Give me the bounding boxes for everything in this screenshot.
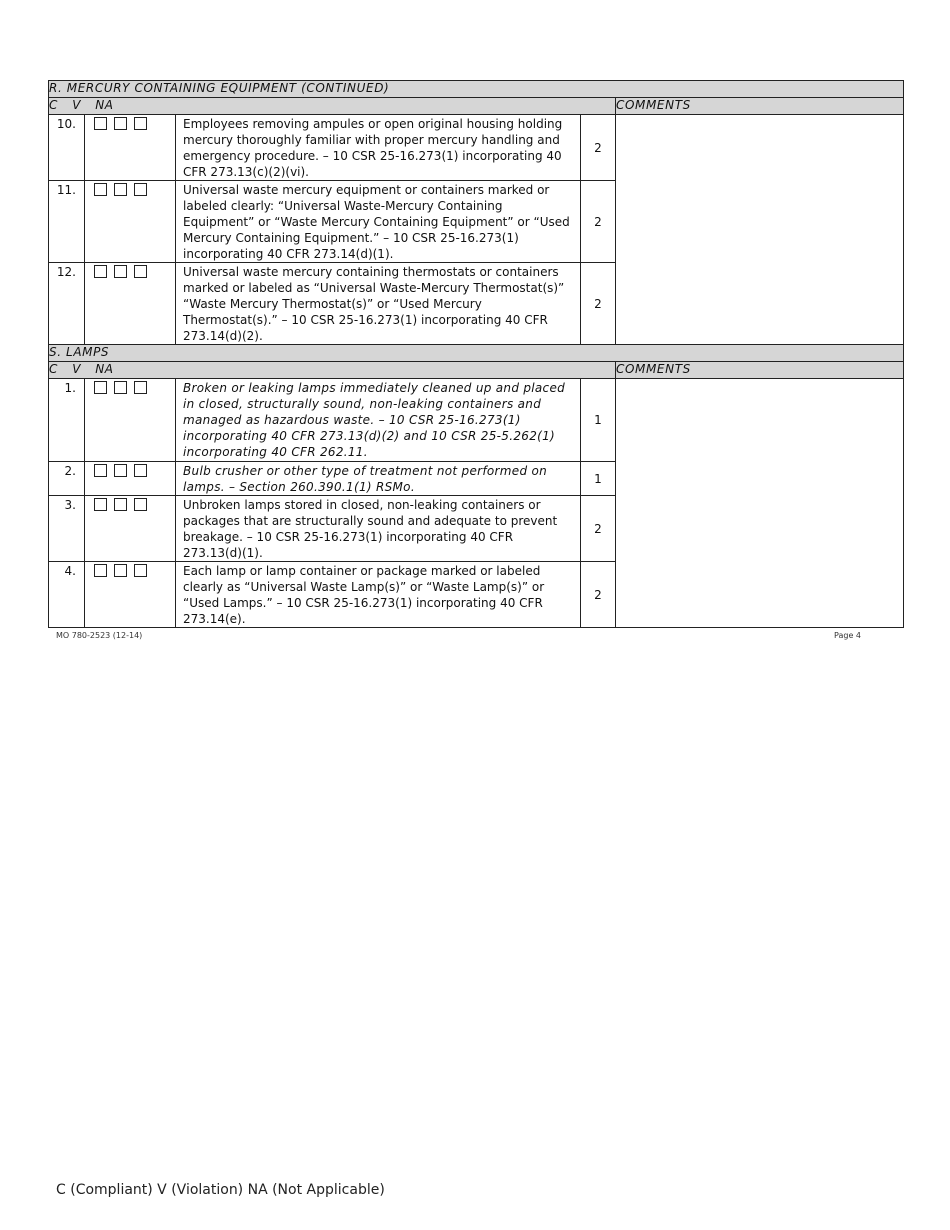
item-description: Universal waste mercury containing thermostats or containers marked or labeled as “Universal Waste-Mercury Thermostat(s)” “Waste Mercury Thermostat(s)” or “Used Mercury Thermostat(s).” – 10 CSR 25-16.273(1) incorporating 40 CFR 273.14(d)(2). [176,263,581,345]
item-points: 2 [581,115,616,181]
cvna-checkboxes [85,379,176,462]
violation-checkbox[interactable] [114,117,127,130]
comments-column-label: COMMENTS [616,362,904,379]
table-row [49,115,904,181]
compliant-checkbox[interactable] [94,498,107,511]
comments-column-label: COMMENTS [616,98,904,115]
section-r-title: R. MERCURY CONTAINING EQUIPMENT (CONTINUED) [49,81,904,98]
item-points: 2 [581,562,616,628]
section-s-header [49,345,904,362]
item-description: Each lamp or lamp container or package marked or labeled clearly as “Universal Waste Lamp(s)” or “Waste Lamp(s)” or “Used Lamps.” – 10 CSR 25-16.273(1) incorporating 40 CFR 273.14(e). [176,562,581,628]
item-description: Universal waste mercury equipment or containers marked or labeled clearly: “Universal Waste-Mercury Containing Equipment” or “Waste Mercury Containing Equipment” or “Used Mercury Containing Equipment.” – 10 CSR 25-16.273(1) incorporating 40 CFR 273.14(d)(1). [176,181,581,263]
item-description: Unbroken lamps stored in closed, non-leaking containers or packages that are structurally sound and adequate to prevent breakage. – 10 CSR 25-16.273(1) incorporating 40 CFR 273.13(d)(1). [176,496,581,562]
not-applicable-checkbox[interactable] [134,381,147,394]
table-row [49,379,904,462]
section-s-title: S. LAMPS [49,345,904,362]
cvna-checkboxes [85,181,176,263]
item-points: 1 [581,462,616,496]
item-number: 12. [49,263,85,345]
compliant-checkbox[interactable] [94,117,107,130]
not-applicable-checkbox[interactable] [134,117,147,130]
inspection-checklist-table [48,80,904,628]
not-applicable-checkbox[interactable] [134,498,147,511]
violation-checkbox[interactable] [114,498,127,511]
cvna-column-label: C V NA [49,362,616,379]
item-points: 2 [581,496,616,562]
cvna-checkboxes [85,496,176,562]
violation-checkbox[interactable] [114,183,127,196]
cvna-checkboxes [85,562,176,628]
not-applicable-checkbox[interactable] [134,464,147,477]
not-applicable-checkbox[interactable] [134,183,147,196]
compliant-checkbox[interactable] [94,381,107,394]
item-points: 2 [581,181,616,263]
compliant-checkbox[interactable] [94,564,107,577]
item-number: 10. [49,115,85,181]
violation-checkbox[interactable] [114,564,127,577]
violation-checkbox[interactable] [114,265,127,278]
comments-field[interactable] [616,115,904,345]
item-points: 2 [581,263,616,345]
cvna-legend: C (Compliant) V (Violation) NA (Not Applicable) [56,1182,385,1198]
not-applicable-checkbox[interactable] [134,265,147,278]
item-description: Broken or leaking lamps immediately cleaned up and placed in closed, structurally sound, non-leaking containers and managed as hazardous waste. – 10 CSR 25-16.273(1) incorporating 40 CFR 273.13(d)(2) and 10 CSR 25-5.262(1) incorporating 40 CFR 262.11. [176,379,581,462]
item-number: 4. [49,562,85,628]
section-r-header [49,81,904,98]
cvna-checkboxes [85,263,176,345]
item-description: Bulb crusher or other type of treatment not performed on lamps. – Section 260.390.1(1) RSMo. [176,462,581,496]
item-number: 3. [49,496,85,562]
cvna-column-label: C V NA [49,98,616,115]
violation-checkbox[interactable] [114,381,127,394]
compliant-checkbox[interactable] [94,265,107,278]
item-number: 1. [49,379,85,462]
section-s-subheader [49,362,904,379]
cvna-checkboxes [85,462,176,496]
item-description: Employees removing ampules or open original housing holding mercury thoroughly familiar with proper mercury handling and emergency procedure. – 10 CSR 25-16.273(1) incorporating 40 CFR 273.13(c)(2)(vi). [176,115,581,181]
not-applicable-checkbox[interactable] [134,564,147,577]
compliant-checkbox[interactable] [94,183,107,196]
page-number: Page 4 [834,631,861,640]
cvna-checkboxes [85,115,176,181]
section-r-subheader [49,98,904,115]
comments-field[interactable] [616,379,904,628]
item-number: 11. [49,181,85,263]
form-number: MO 780-2523 (12-14) [56,631,143,640]
violation-checkbox[interactable] [114,464,127,477]
item-number: 2. [49,462,85,496]
compliant-checkbox[interactable] [94,464,107,477]
item-points: 1 [581,379,616,462]
